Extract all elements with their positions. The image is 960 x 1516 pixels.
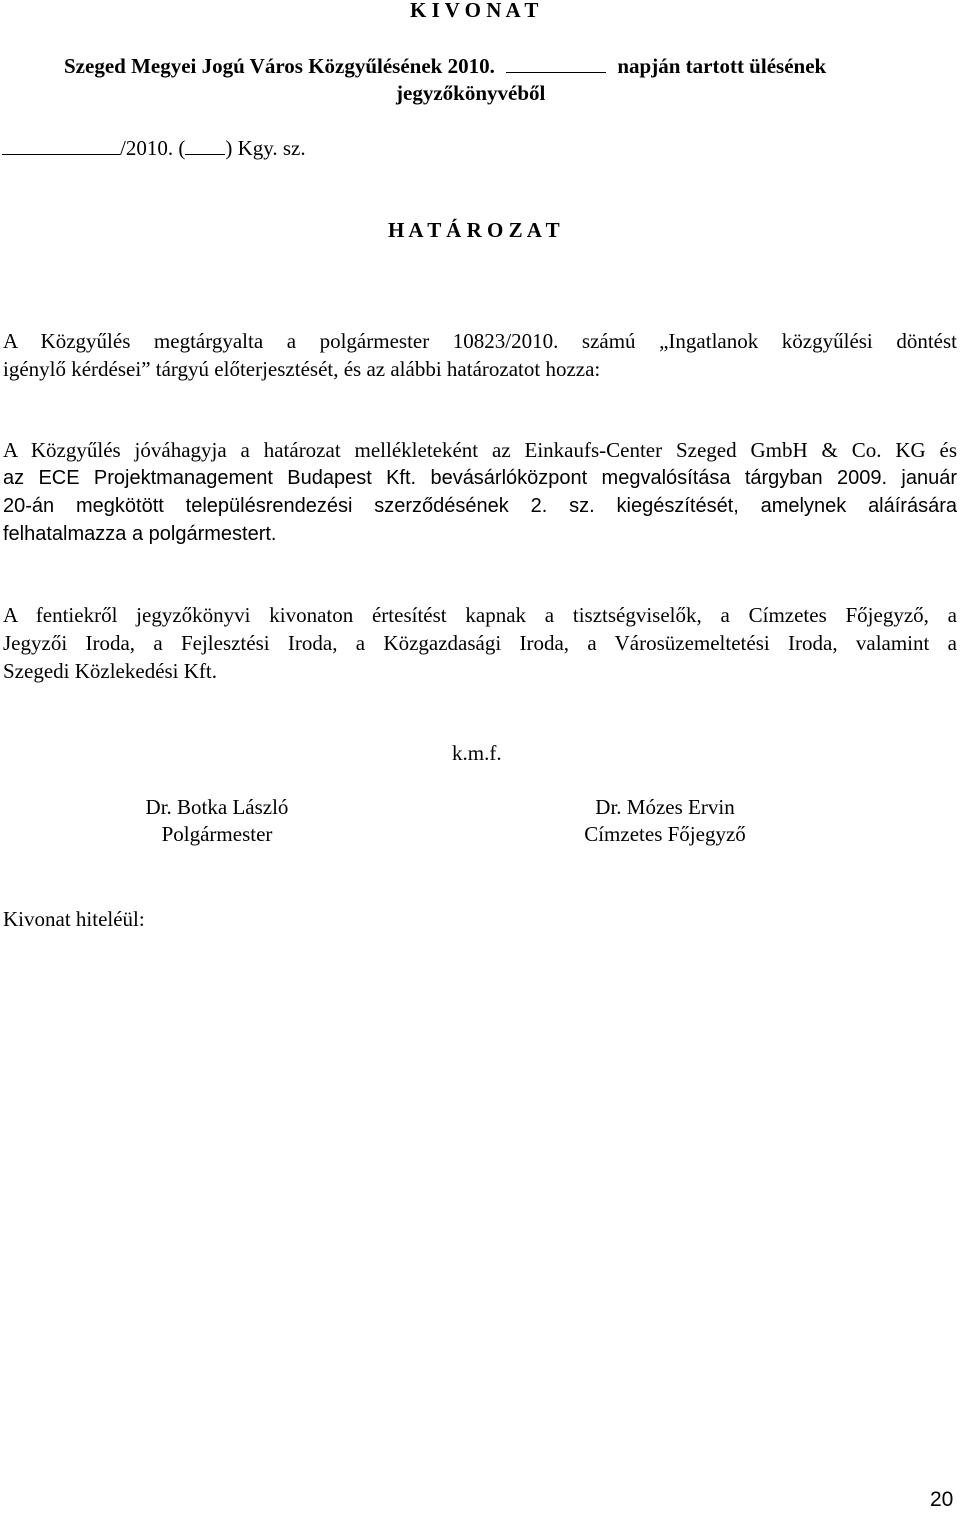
signature-right-title: Címzetes Főjegyző — [584, 822, 746, 846]
kivonat-heading: K I V O N A T — [410, 0, 539, 22]
signature-left-name: Dr. Botka László — [145, 795, 289, 819]
notice-line-3: Szegedi Közlekedési Kft. — [3, 659, 218, 683]
signature-left-title: Polgármester — [161, 822, 273, 846]
page-number: 20 — [930, 1488, 954, 1511]
header-line-1a: Szeged Megyei Jogú Város Közgyűlésének 2010. — [64, 54, 495, 78]
kmf-label: k.m.f. — [452, 741, 502, 765]
header-line-1b: napján tartott ülésének — [617, 54, 827, 78]
header-line-2: jegyzőkönyvéből — [396, 81, 546, 105]
ref-part-a: /2010. ( — [120, 136, 186, 160]
notice-line-2: Jegyzői Iroda, a Fejlesztési Iroda, a Közgazdasági Iroda, a Városüzemeltetési Iroda, valamint a — [3, 631, 957, 655]
certified-label: Kivonat hiteléül: — [3, 907, 145, 931]
ref-part-b: ) Kgy. sz. — [225, 136, 306, 160]
intro-line-2: igénylő kérdései” tárgyú előterjesztését, és az alábbi határozatot hozza: — [3, 357, 601, 381]
date-blank — [506, 71, 606, 73]
ref-blank — [185, 153, 225, 155]
number-blank — [2, 153, 120, 155]
decision-line-3: 20-án megkötött településrendezési szerződésének 2. sz. kiegészítését, amelynek aláírására — [3, 495, 957, 517]
notice-line-1: A fentiekről jegyzőkönyvi kivonaton értesítést kapnak a tisztségviselők, a Címzetes Főjegyző, a — [3, 603, 957, 627]
resolution-number — [2, 136, 306, 160]
decision-line-4: felhatalmazza a polgármestert. — [3, 523, 277, 545]
decision-line-1: A Közgyűlés jóváhagyja a határozat mellékleteként az Einkaufs-Center Szeged GmbH & Co. KG és — [3, 438, 957, 462]
decision-line-2: az ECE Projektmanagement Budapest Kft. bevásárlóközpont megvalósítása tárgyban 2009. január — [3, 467, 957, 489]
signature-right-name: Dr. Mózes Ervin — [595, 795, 735, 819]
header-line-1 — [64, 54, 826, 78]
hatarozat-heading: H A T Á R O Z A T — [388, 218, 560, 242]
intro-line-1: A Közgyűlés megtárgyalta a polgármester 10823/2010. számú „Ingatlanok közgyűlési döntést — [3, 329, 957, 353]
